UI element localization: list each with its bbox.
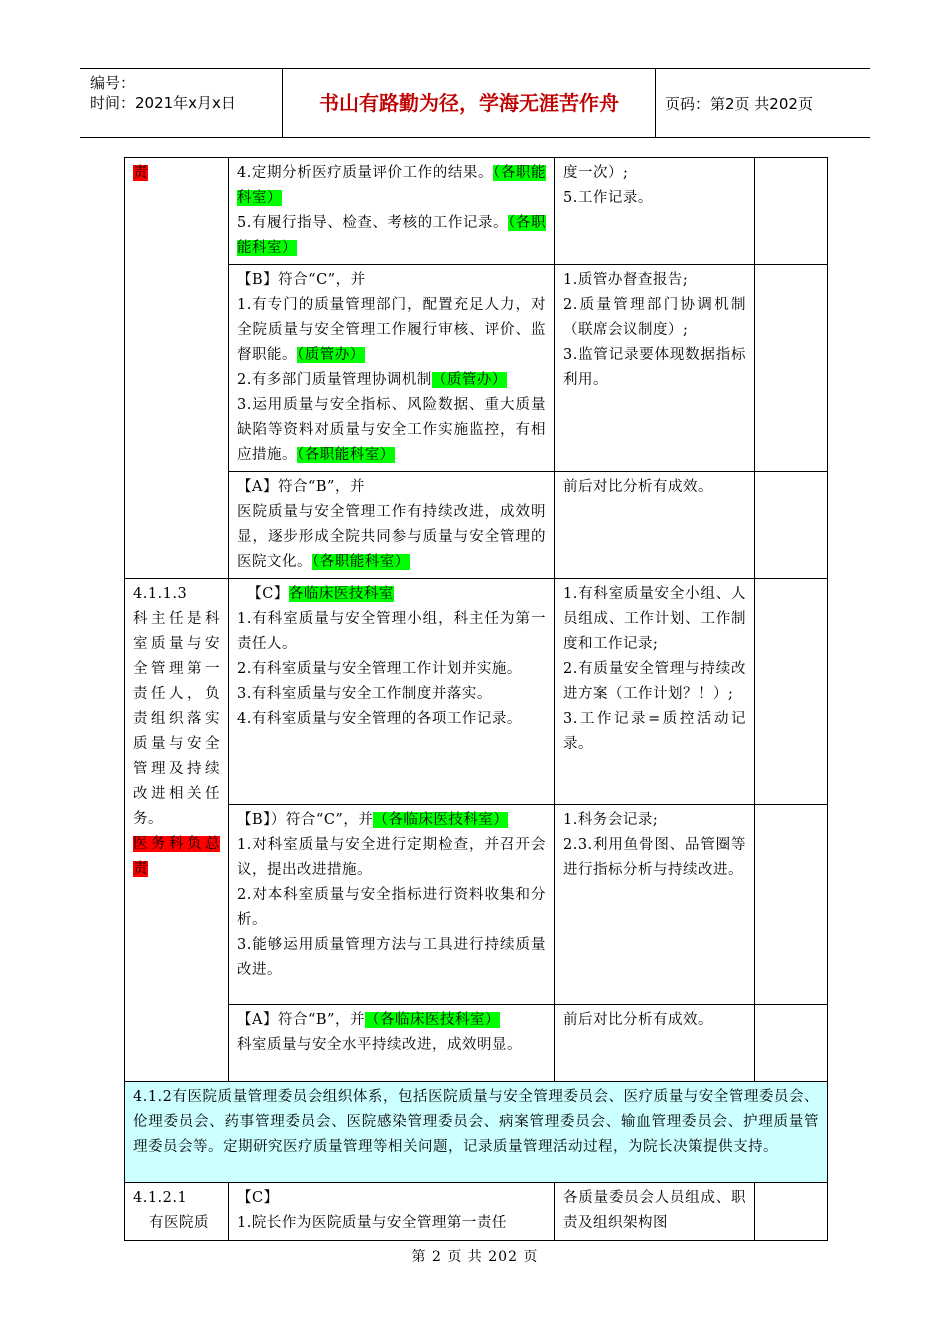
grade-heading: 【A】符合“B”，并 bbox=[237, 479, 365, 495]
time-label: 时间：2021年x月x日 bbox=[90, 94, 236, 112]
method-cell bbox=[555, 1005, 755, 1082]
section-summary-cell bbox=[125, 1082, 828, 1183]
criteria-text: 1.有专门的质量管理部门，配置充足人力，对全院质量与安全管理工作履行审核、评价、监督职能。 bbox=[237, 297, 546, 363]
remark-cell bbox=[755, 472, 828, 579]
header-page-info: 页码：第2页 共202页 bbox=[665, 95, 813, 113]
dept-tag: 各临床医技科室 bbox=[288, 586, 394, 602]
table-row bbox=[125, 1082, 828, 1183]
dept-tag: （各职能科室） bbox=[312, 554, 410, 570]
criteria-text: 3.能够运用质量管理方法与工具进行持续质量改进。 bbox=[237, 937, 546, 978]
criteria-text: 3.有科室质量与安全工作制度并落实。 bbox=[237, 686, 492, 702]
method-text: 前后对比分析有成效。 bbox=[563, 479, 713, 495]
method-text: 2.有质量安全管理与持续改进方案（工作计划？！）; bbox=[563, 661, 746, 702]
grade-heading: 【B】）符合“C”，并 bbox=[237, 812, 374, 828]
dept-tag: （质管办） bbox=[431, 372, 507, 388]
grade-heading-line bbox=[237, 582, 546, 607]
criteria-cell bbox=[229, 158, 555, 265]
method-text: 5.工作记录。 bbox=[563, 190, 653, 206]
criteria-text: 科室质量与安全水平持续改进，成效明显。 bbox=[237, 1037, 522, 1053]
item-text: 科主任是科室质量与安全管理第一责任人，负责组织落实质量与安全管理及持续改进相关任务。 bbox=[133, 611, 220, 827]
method-text: 3.监管记录要体现数据指标利用。 bbox=[563, 347, 746, 388]
table-row bbox=[125, 579, 828, 805]
criteria-text: 4.定期分析医疗质量评价工作的结果。 bbox=[237, 165, 494, 181]
dept-tag: （各职能科室） bbox=[297, 447, 395, 463]
method-cell bbox=[555, 1183, 755, 1241]
method-cell bbox=[555, 158, 755, 265]
remark-cell bbox=[755, 579, 828, 805]
dept-tag: （质管办） bbox=[297, 347, 365, 363]
header-divider bbox=[655, 69, 656, 137]
grade-heading: 【C】 bbox=[237, 1190, 279, 1206]
item-text: 有医院质 bbox=[149, 1215, 209, 1231]
dept-tag: （各临床医技科室） bbox=[373, 812, 509, 828]
criteria-text: 1.对科室质量与安全进行定期检查，并召开会议，提出改进措施。 bbox=[237, 837, 546, 878]
method-text: 2.3.利用鱼骨图、品管圈等进行指标分析与持续改进。 bbox=[563, 837, 746, 878]
criteria-text: 医院质量与安全管理工作有持续改进，成效明显，逐步形成全院共同参与质量与安全管理的医院文化。 bbox=[237, 504, 546, 570]
header-meta bbox=[90, 73, 280, 113]
method-cell bbox=[555, 579, 755, 805]
item-cell bbox=[125, 579, 229, 1082]
remark-cell bbox=[755, 805, 828, 1005]
criteria-text: 2.有科室质量与安全管理工作计划并实施。 bbox=[237, 661, 522, 677]
criteria-cell bbox=[229, 579, 555, 805]
method-text: 各质量委员会人员组成、职责及组织架构图 bbox=[563, 1190, 746, 1231]
remark-cell bbox=[755, 265, 828, 472]
section-summary-text: 4.1.2有医院质量管理委员会组织体系，包括医院质量与安全管理委员会、医疗质量与安全管理委员会、伦理委员会、药事管理委员会、医院感染管理委员会、病案管理委员会、输血管理委员会、护理质量管理委员会等。定期研究医疗质量管理等相关问题，记录质量管理活动过程，为院长决策提供支持。 bbox=[133, 1089, 819, 1155]
remark-cell bbox=[755, 1183, 828, 1241]
method-text: 1.有科室质量安全小组、人员组成、工作计划、工作制度和工作记录; bbox=[563, 586, 746, 652]
method-text: 前后对比分析有成效。 bbox=[563, 1012, 713, 1028]
criteria-cell bbox=[229, 265, 555, 472]
method-cell bbox=[555, 805, 755, 1005]
method-text: 1.质管办督查报告; bbox=[563, 272, 689, 288]
method-cell bbox=[555, 472, 755, 579]
remark-cell bbox=[755, 158, 828, 265]
criteria-text: 2.有多部门质量管理协调机制 bbox=[237, 372, 432, 388]
page-header bbox=[80, 68, 870, 138]
grade-heading: 【A】符合“B”，并 bbox=[237, 1012, 365, 1028]
criteria-text: 1.院长作为医院质量与安全管理第一责任 bbox=[237, 1215, 507, 1231]
remark-cell bbox=[755, 1005, 828, 1082]
method-text: 度一次）; bbox=[563, 165, 629, 181]
code-label: 编号： bbox=[90, 74, 136, 92]
header-motto: 书山有路勤为径，学海无涯苦作舟 bbox=[319, 91, 619, 115]
method-text: 1.科务会记录; bbox=[563, 812, 659, 828]
method-text: 2.质量管理部门协调机制（联席会议制度）; bbox=[563, 297, 746, 338]
responsibility-tag: 医务科负总责 bbox=[133, 836, 220, 877]
dept-tag: （各临床医技科室） bbox=[364, 1012, 500, 1028]
method-text: 3.工作记录=质控活动记录。 bbox=[563, 711, 746, 752]
table-row bbox=[125, 265, 828, 472]
table-row bbox=[125, 472, 828, 579]
item-cell bbox=[125, 158, 229, 579]
dept-tag: （各职能科室） bbox=[237, 165, 546, 206]
grade-heading: 【B】符合“C”，并 bbox=[237, 272, 366, 288]
criteria-text: 4.有科室质量与安全管理的各项工作记录。 bbox=[237, 711, 522, 727]
page-footer: 第 2 页 共 202 页 bbox=[411, 1249, 539, 1265]
criteria-text: 5.有履行指导、检查、考核的工作记录。 bbox=[237, 215, 509, 231]
table-row bbox=[125, 1005, 828, 1082]
criteria-text: 2.对本科室质量与安全指标进行资料收集和分析。 bbox=[237, 887, 546, 928]
item-code: 4.1.1.3 bbox=[133, 586, 188, 602]
item-cell bbox=[125, 1183, 229, 1241]
table-row bbox=[125, 158, 828, 265]
criteria-cell bbox=[229, 472, 555, 579]
criteria-cell bbox=[229, 1183, 555, 1241]
table-row bbox=[125, 1183, 828, 1241]
method-cell bbox=[555, 265, 755, 472]
item-code: 4.1.2.1 bbox=[133, 1190, 188, 1206]
grade-heading: 【C】 bbox=[247, 586, 289, 602]
criteria-text: 1.有科室质量与安全管理小组，科主任为第一责任人。 bbox=[237, 611, 546, 652]
table-row bbox=[125, 805, 828, 1005]
criteria-cell bbox=[229, 805, 555, 1005]
responsibility-tag: 责 bbox=[133, 165, 148, 181]
dept-tag: （各职能科室） bbox=[237, 215, 546, 256]
standards-table bbox=[124, 157, 828, 1241]
criteria-text: 3.运用质量与安全指标、风险数据、重大质量缺陷等资料对质量与安全工作实施监控，有相应措施。 bbox=[237, 397, 546, 463]
criteria-cell bbox=[229, 1005, 555, 1082]
